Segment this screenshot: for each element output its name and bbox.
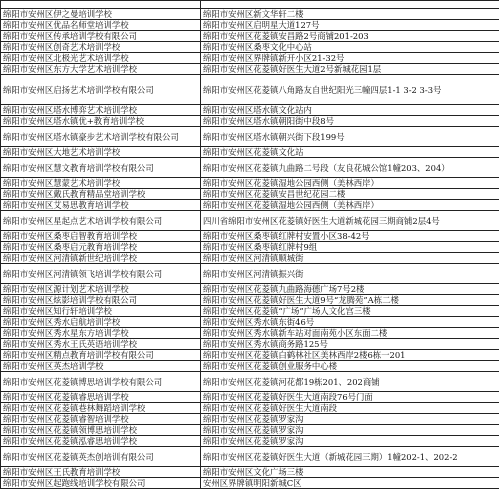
institution-name: 绵阳市安州区花菱镇博思培训学校有限公司 bbox=[1, 372, 201, 392]
table-row bbox=[1, 53, 499, 64]
institution-address: 绵阳市安州区花菱镇九曲路海德广场7号2楼 bbox=[201, 284, 499, 295]
institution-address: 绵阳市安州区花菱镇河花都19栋201、202商铺 bbox=[201, 372, 499, 392]
institution-name: 绵阳市安州区启扬艺术培训学校有限公司 bbox=[1, 75, 201, 105]
institution-name: 绵阳市安州区慧蒙艺术培训学校 bbox=[1, 178, 201, 189]
institution-address: 绵阳市安州区花菱镇文化站 bbox=[201, 147, 499, 158]
institution-name: 绵阳市安州区花菱镇巷林舞蹈培训学校 bbox=[1, 403, 201, 414]
table-row bbox=[1, 253, 499, 264]
table-row bbox=[1, 361, 499, 372]
institution-name: 绵阳市安州区秀水启航培训学校 bbox=[1, 317, 201, 328]
table-row bbox=[1, 403, 499, 414]
table-row bbox=[1, 211, 499, 231]
table-row bbox=[1, 31, 499, 42]
table-row bbox=[1, 64, 499, 75]
institution-name: 绵阳市安州区东方大学艺术培训学校 bbox=[1, 64, 201, 75]
institution-name: 绵阳市安州区慧文教育培训学校有限公司 bbox=[1, 158, 201, 178]
institution-address: 绵阳市安州区启明星大道127号 bbox=[201, 20, 499, 31]
institution-name: 绵阳市安州区桑枣启元教育培训学校 bbox=[1, 242, 201, 253]
institution-address: 绵阳市安州区花菱镇湿地公园西侧（美林西岸） bbox=[201, 178, 499, 189]
institution-address: 绵阳市安州区河清镇振兴街 bbox=[201, 264, 499, 284]
institution-address: 绵阳市安州区塔水镇朝兴街下段199号 bbox=[201, 127, 499, 147]
institution-address: 绵阳市安州区花菱镇白鹤林社区美林西岸2楼6栋一201 bbox=[201, 350, 499, 361]
institution-address bbox=[201, 1, 499, 9]
table-row bbox=[1, 392, 499, 403]
institution-name: 绵阳市安州区河清镇新世纪培训学校 bbox=[1, 253, 201, 264]
institution-address: 绵阳市安州区塔水镇文化站内 bbox=[201, 105, 499, 116]
institution-address: 绵阳市安州区桑枣镇红牌村安置小区38-42号 bbox=[201, 231, 499, 242]
institution-address: 绵阳市安州区花菱镇八角路友自世纪阳光三幢四层1-1 3-2 3-3号 bbox=[201, 75, 499, 105]
table-row bbox=[1, 158, 499, 178]
institution-address: 绵阳市安州区桑枣镇红牌村9组 bbox=[201, 242, 499, 253]
table-row bbox=[1, 20, 499, 31]
institution-address: 绵阳市安州区花菱镇九曲路二号段（友良花城公馆1幢203、204） bbox=[201, 158, 499, 178]
table-row bbox=[1, 425, 499, 436]
table-row bbox=[1, 9, 499, 20]
table-row bbox=[1, 127, 499, 147]
institution-name: 绵阳市安州区英杰培训学校 bbox=[1, 361, 201, 372]
institution-address: 绵阳市安州区花菱镇好医生大道南段76号门面 bbox=[201, 392, 499, 403]
table-row bbox=[1, 189, 499, 200]
institution-address: 绵阳市安州区界牌镇新开小区21-32号 bbox=[201, 53, 499, 64]
institution-address: 绵阳市安州区花菱镇罗家沟 bbox=[201, 414, 499, 425]
institution-address: 绵阳市安州区花菱镇安昌世纪花园二楼 bbox=[201, 189, 499, 200]
table-row bbox=[1, 231, 499, 242]
institution-name: 绵阳市安州区大地艺术培训学校 bbox=[1, 147, 201, 158]
institution-address: 绵阳市安州区新文华轩二楼 bbox=[201, 9, 499, 20]
institution-name: 绵阳市安州区精点教育培训学校有限公司 bbox=[1, 350, 201, 361]
institution-name: 绵阳市安州区塔水镇豪步艺术培训学校有限公司 bbox=[1, 127, 201, 147]
institution-name: 绵阳市安州区秀水星东方培训学校 bbox=[1, 328, 201, 339]
institution-address: 绵阳市安州区花菱镇好医生大道（新城花园三期）1幢202-1、202-2 bbox=[201, 447, 499, 467]
institution-address: 绵阳市安州区花菱镇创业服务中心楼 bbox=[201, 361, 499, 372]
institution-address: 绵阳市安州区花菱镇罗家沟 bbox=[201, 425, 499, 436]
table-row bbox=[1, 306, 499, 317]
table-row bbox=[1, 317, 499, 328]
table-row bbox=[1, 467, 499, 478]
table-body bbox=[1, 1, 499, 489]
institution-name: 绵阳市安州区知行轩培训学校 bbox=[1, 306, 201, 317]
institution-address: 绵阳市安州区塔水镇朝阳街中段8号 bbox=[201, 116, 499, 127]
table-row bbox=[1, 200, 499, 211]
institution-address: 绵阳市安州区秀水镇东街46号 bbox=[201, 317, 499, 328]
table-row bbox=[1, 350, 499, 361]
table-row bbox=[1, 295, 499, 306]
institution-name: 绵阳市安州区花菱镇英杰创培训有限公司 bbox=[1, 447, 201, 467]
institution-name bbox=[1, 1, 201, 9]
institution-name: 绵阳市安州区花菱镇领博思培训学校 bbox=[1, 425, 201, 436]
institution-address: 绵阳市安州区花菱镇好医生大道南段 bbox=[201, 403, 499, 414]
institution-address: 绵阳市安州区花菱镇好医生大道9号“龙腾苑”A栋二楼 bbox=[201, 295, 499, 306]
institution-address: 绵阳市安州区秀水镇新车站对面南苑小区东面二楼 bbox=[201, 328, 499, 339]
table-row bbox=[1, 478, 499, 489]
table-row bbox=[1, 372, 499, 392]
institution-name: 绵阳市安州区伊之曼培训学校 bbox=[1, 9, 201, 20]
institution-name: 绵阳市安州区塔水博弈艺术培训学校 bbox=[1, 105, 201, 116]
table-row bbox=[1, 242, 499, 253]
institution-name: 绵阳市安州区花菱镇泓睿思培训学校 bbox=[1, 436, 201, 447]
institution-name: 绵阳市安州区花菱镇睿智培训学校 bbox=[1, 414, 201, 425]
table-row bbox=[1, 105, 499, 116]
institution-name: 绵阳市安州区花菱镇睿思培训学校 bbox=[1, 392, 201, 403]
table-row bbox=[1, 414, 499, 425]
institution-address: 四川省绵阳市安州区花菱镇好医生大道新城花园三期商铺2层4号 bbox=[201, 211, 499, 231]
institution-name: 绵阳市安州区起跑线培训学校有限公司 bbox=[1, 478, 201, 489]
institution-address: 绵阳市安州区花菱镇“广场”广场人文化宫三楼 bbox=[201, 306, 499, 317]
table-row bbox=[1, 328, 499, 339]
institution-address: 安州区界牌镇明阳新城C区 bbox=[201, 478, 499, 489]
institution-address: 绵阳市安州区花菱镇罗家沟 bbox=[201, 436, 499, 447]
table-row bbox=[1, 264, 499, 284]
institution-name: 绵阳市安州区河清镇领飞培训学校有限公司 bbox=[1, 264, 201, 284]
institution-name: 绵阳市安州区戴氏教育精品堂培训学校 bbox=[1, 189, 201, 200]
institution-name: 绵阳市安州区艾易思教育培训学校 bbox=[1, 200, 201, 211]
table-row bbox=[1, 339, 499, 350]
institution-address: 绵阳市安州区文化广场三楼 bbox=[201, 467, 499, 478]
institution-address: 绵阳市安州区桑枣文化中心站 bbox=[201, 42, 499, 53]
table-row bbox=[1, 116, 499, 127]
institution-address: 绵阳市安州区秀水镇商务路125号 bbox=[201, 339, 499, 350]
institution-address: 绵阳市安州区花菱镇好医生大道2号新城花园1层 bbox=[201, 64, 499, 75]
institution-name: 绵阳市安州区桑枣启智教育培训学校 bbox=[1, 231, 201, 242]
table-row bbox=[1, 447, 499, 467]
table-row bbox=[1, 1, 499, 9]
institution-address: 绵阳市安州区花菱镇安昌路2号商铺201-203 bbox=[201, 31, 499, 42]
table-row bbox=[1, 284, 499, 295]
institution-address: 绵阳市安州区河清镇顺城街 bbox=[201, 253, 499, 264]
institution-name: 绵阳市安州区塔水镇优+教育培训学校 bbox=[1, 116, 201, 127]
institution-address: 绵阳市安州区花菱镇湿地公园西侧（美林西岸） bbox=[201, 200, 499, 211]
institution-name: 绵阳市安州区炫影培训学校有限公司 bbox=[1, 295, 201, 306]
institution-name: 绵阳市安州区传承培训学校有限公司 bbox=[1, 31, 201, 42]
institution-name: 绵阳市安州区优品名师堂培训学校 bbox=[1, 20, 201, 31]
table-row bbox=[1, 75, 499, 105]
institution-name: 绵阳市安州区王氏教育培训学校 bbox=[1, 467, 201, 478]
table-row bbox=[1, 42, 499, 53]
institution-name: 绵阳市安州区星起点艺术培训学校有限公司 bbox=[1, 211, 201, 231]
institution-name: 绵阳市安州区创奇艺术培训学校 bbox=[1, 42, 201, 53]
institution-name: 绵阳市安州区源计划艺术培训学校 bbox=[1, 284, 201, 295]
institution-name: 绵阳市安州区秀水王氏英语培训学校 bbox=[1, 339, 201, 350]
institution-name: 绵阳市安州区北极光艺术培训学校 bbox=[1, 53, 201, 64]
table-row bbox=[1, 436, 499, 447]
table-row bbox=[1, 178, 499, 189]
table-row bbox=[1, 147, 499, 158]
